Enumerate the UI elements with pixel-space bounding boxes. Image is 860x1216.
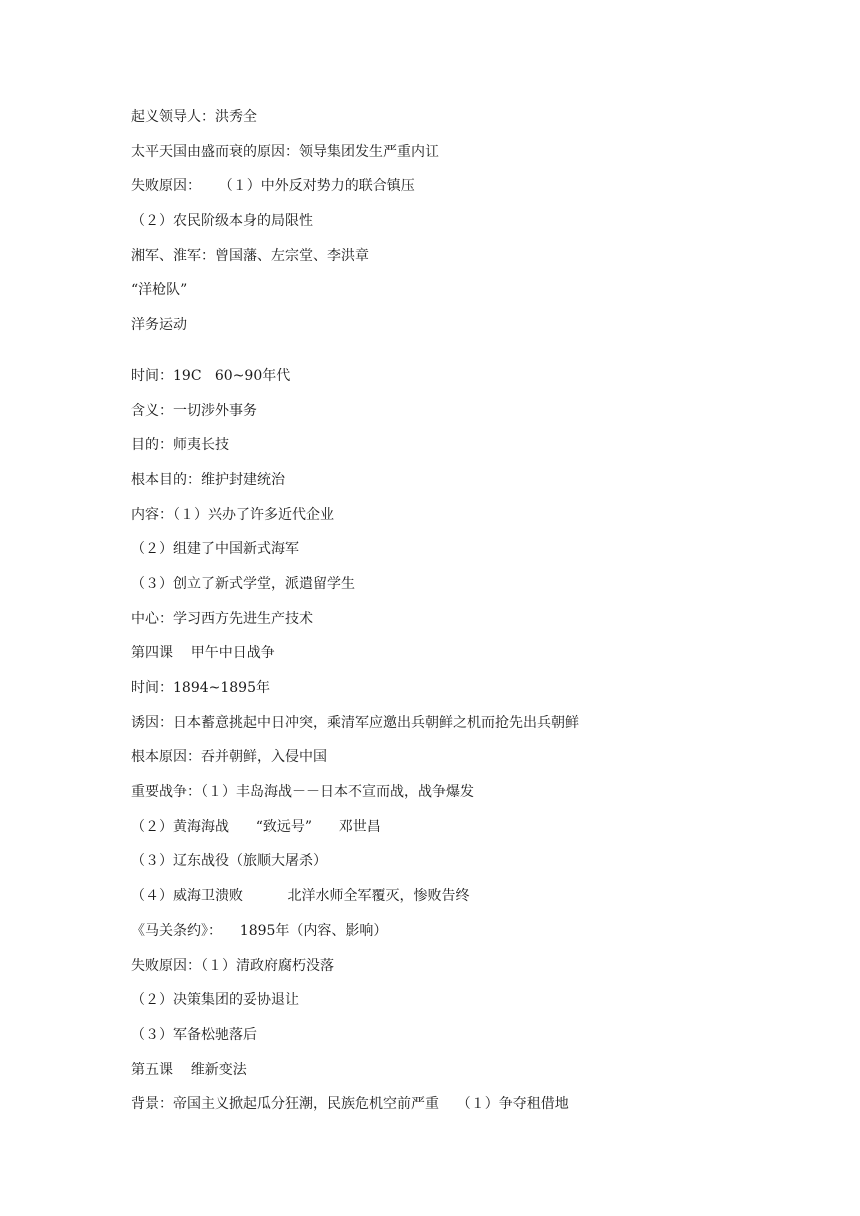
text-line: 太平天国由盛而衰的原因：领导集团发生严重内讧 (131, 143, 439, 160)
text-line: 根本原因：吞并朝鲜，入侵中国 (131, 749, 327, 766)
text-line: 根本目的：维护封建统治 (131, 471, 285, 488)
section-heading: 洋务运动 (131, 317, 187, 334)
text-line: （４）威海卫溃败 北洋水师全军覆灭，惨败告终 (131, 888, 470, 905)
text-line: 湘军、淮军：曾国藩、左宗堂、李洪章 (131, 247, 369, 264)
text-line: （２）决策集团的妥协退让 (131, 992, 299, 1009)
text-line: 起义领导人：洪秀全 (131, 109, 257, 125)
text-line: 含义：一切涉外事务 (131, 402, 257, 419)
text-line: “洋枪队” (131, 282, 188, 299)
text-line: 时间：1894~1895年 (131, 680, 270, 696)
text-line: 失败原因：（１）清政府腐朽没落 (131, 957, 334, 974)
text-line: （２）农民阶级本身的局限性 (131, 213, 313, 230)
text-line: 失败原因： （１）中外反对势力的联合镇压 (131, 178, 415, 195)
lesson-heading: 第四课 甲午中日战争 (131, 645, 275, 662)
text-line: 背景：帝国主义掀起瓜分狂潮，民族危机空前严重 （１）争夺租借地 (131, 1096, 569, 1113)
text-line: 内容：（１）兴办了许多近代企业 (131, 506, 334, 523)
text-line: 目的：师夷长技 (131, 437, 229, 454)
text-line: 时间：19C 60~90年代 (131, 367, 291, 384)
text-line: （２）黄海海战 “致远号” 邓世昌 (131, 818, 381, 835)
text-line: （２）组建了中国新式海军 (131, 541, 299, 558)
lesson-heading: 第五课 维新变法 (131, 1061, 247, 1078)
text-line: （３）军备松驰落后 (131, 1026, 257, 1043)
text-line: 中心：学习西方先进生产技术 (131, 610, 313, 627)
paragraph-gap (131, 343, 791, 359)
text-line: 《马关条约》： 1895年（内容、影响） (131, 922, 388, 939)
text-line: （３）辽东战役（旅顺大屠杀） (131, 853, 327, 870)
text-line: 重要战争：（１）丰岛海战－－日本不宣而战，战争爆发 (131, 784, 474, 801)
text-line: 诱因：日本蓄意挑起中日冲突，乘清军应邀出兵朝鲜之机而抢先出兵朝鲜 (131, 714, 579, 731)
document-page (131, 100, 791, 1122)
text-line: （３）创立了新式学堂，派遣留学生 (131, 575, 355, 592)
